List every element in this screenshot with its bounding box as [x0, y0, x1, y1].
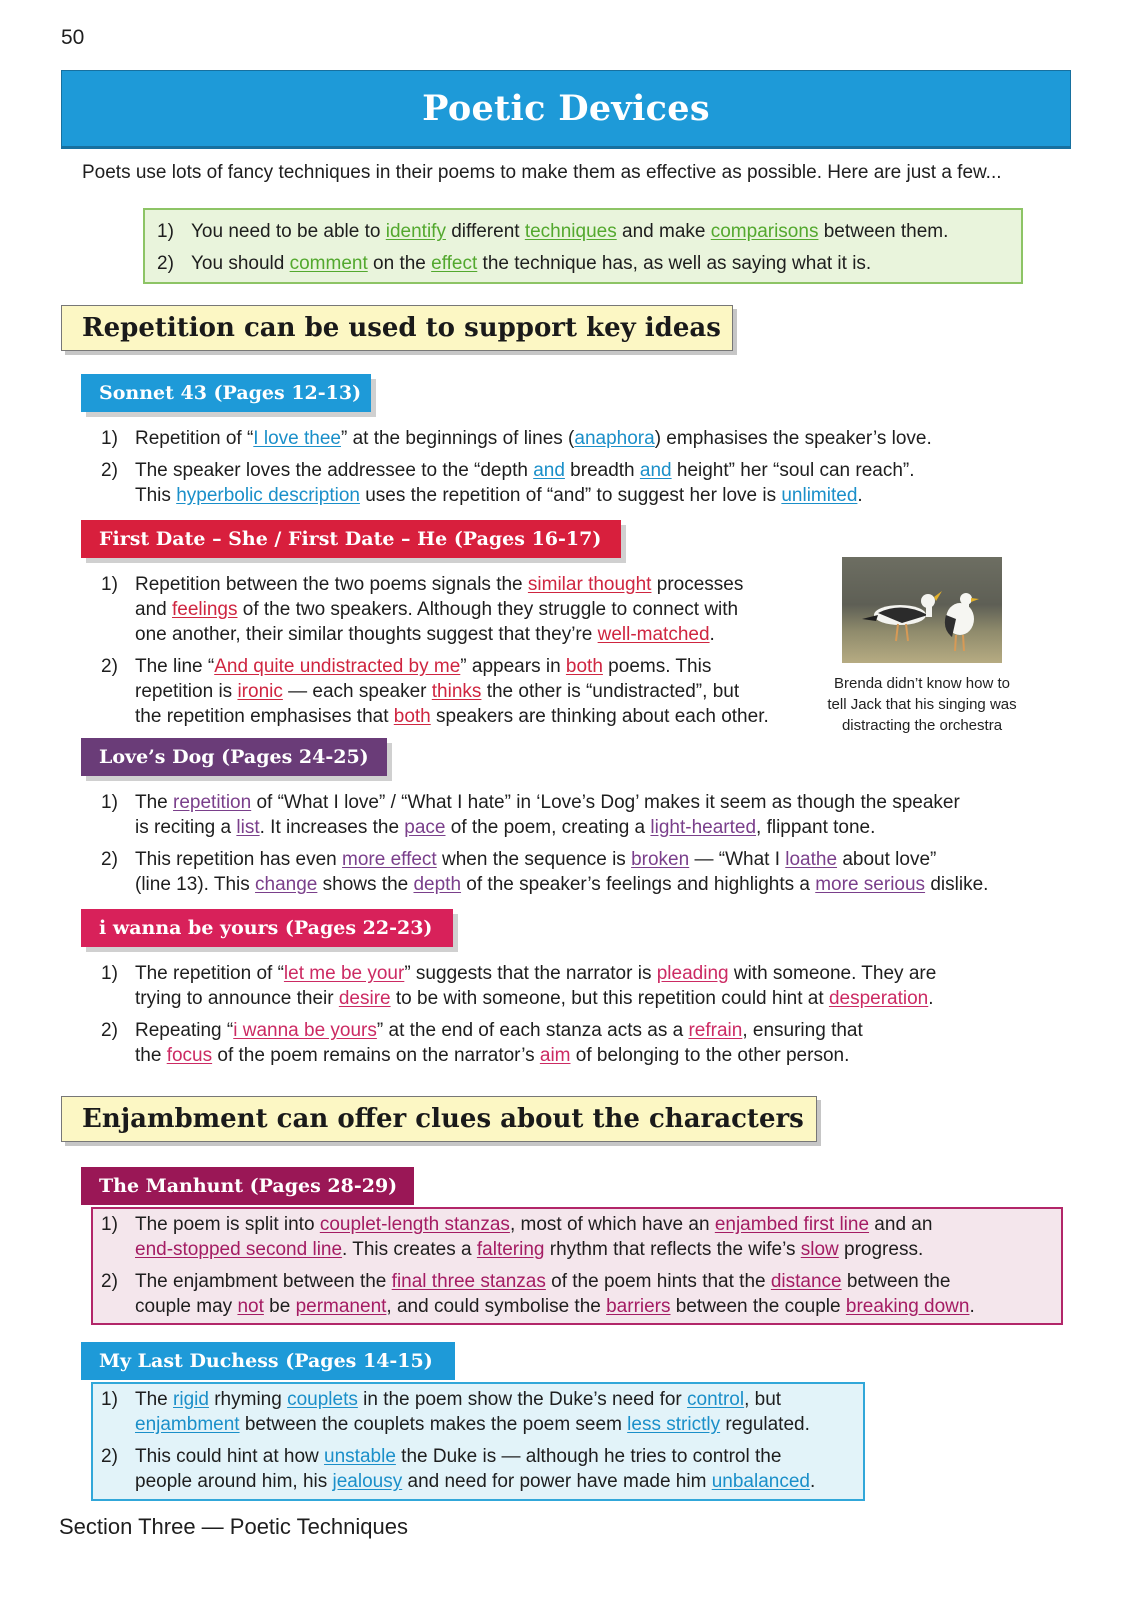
list-item: 1) Repetition between the two poems signals the similar thought processes and feelings of the two speakers. Although they struggle to connect with one another, their similar thoughts suggest that they’re well-matched.	[101, 574, 744, 645]
list-item: 2) This could hint at how unstable the Duke is — although he tries to control the people around him, his jealousy and need for power have made him unbalanced.	[101, 1446, 816, 1492]
tab-i-wanna-be-yours: i wanna be yours (Pages 22-23)	[81, 909, 453, 947]
manhunt-list	[101, 1212, 1061, 1326]
list-item: 1) The repetition of “What I love” / “What I hate” in ‘Love’s Dog’ makes it seem as though the speaker is reciting a list. It increases the pace of the poem, creating a light-hearted, flippant tone.	[101, 792, 960, 838]
photo-caption: Brenda didn’t know how to tell Jack that his singing was distracting the orchestra	[827, 675, 1017, 734]
section-heading-repetition: Repetition can be used to support key ideas	[61, 305, 733, 351]
list-item: 2) The speaker loves the addressee to the “depth and breadth and height” her “soul can reach”. This hyperbolic description uses the repetition of “and” to suggest her love is unlimited.	[101, 460, 915, 506]
list-item: 2) Repeating “i wanna be yours” at the end of each stanza acts as a refrain, ensuring that the focus of the poem remains on the narrator’s aim of belonging to the other person.	[101, 1020, 863, 1066]
intro-text: Poets use lots of fancy techniques in their poems to make them as effective as possible. Here are just a few...	[82, 162, 1002, 183]
section-heading-enjambment: Enjambment can offer clues about the characters	[61, 1096, 817, 1142]
list-item: 2) The enjambment between the final three stanzas of the poem hints that the distance between the couple may not be permanent, and could symbolise the barriers between the couple breaking down.	[101, 1271, 975, 1317]
seagulls-photo	[842, 557, 1002, 663]
list-item: 2) This repetition has even more effect when the sequence is broken — “What I loathe about love” (line 13). This change shows the depth of the speaker’s feelings and highlights a more serious dislike.	[101, 849, 989, 895]
tab-the-manhunt: The Manhunt (Pages 28-29)	[81, 1167, 414, 1205]
loves-dog-list	[101, 790, 1061, 904]
tab-sonnet-43: Sonnet 43 (Pages 12-13)	[81, 374, 371, 412]
tab-loves-dog: Love’s Dog (Pages 24-25)	[81, 738, 387, 776]
tip-item: 2) You should comment on the effect the technique has, as well as saying what it is.	[157, 253, 872, 274]
list-item: 1) The rigid rhyming couplets in the poem show the Duke’s need for control, but enjambment between the couplets makes the poem seem less strictly regulated.	[101, 1389, 810, 1435]
title-banner	[61, 70, 1071, 147]
tab-my-last-duchess: My Last Duchess (Pages 14-15)	[81, 1342, 455, 1380]
tab-first-date: First Date – She / First Date – He (Pages 16-17)	[81, 520, 621, 558]
section-footer: Section Three — Poetic Techniques	[59, 1514, 408, 1539]
duchess-list	[101, 1387, 861, 1501]
i-wanna-be-yours-list	[101, 961, 1061, 1075]
first-date-list	[101, 572, 801, 736]
page-number: 50	[61, 26, 85, 49]
list-item: 1) The repetition of “let me be your” suggests that the narrator is pleading with someone. They are trying to announce their desire to be with someone, but this repetition could hint at desperation.	[101, 963, 937, 1009]
tips-box	[143, 208, 1023, 284]
list-item: 2) The line “And quite undistracted by me” appears in both poems. This repetition is ironic — each speaker thinks the other is “undistracted”, but the repetition emphasises that both speakers are thinking about each other.	[101, 656, 769, 727]
list-item: 1) Repetition of “I love thee” at the beginnings of lines (anaphora) emphasises the speaker’s love.	[101, 428, 932, 449]
tip-item: 1) You need to be able to identify different techniques and make comparisons between them.	[157, 221, 949, 242]
list-item: 1) The poem is split into couplet-length stanzas, most of which have an enjambed first line and an end-stopped second line. This creates a faltering rhythm that reflects the wife’s slow progress.	[101, 1214, 933, 1260]
seagulls-illustration	[842, 557, 1002, 663]
page-title: Poetic Devices	[422, 88, 710, 129]
sonnet-43-list	[101, 426, 1041, 515]
